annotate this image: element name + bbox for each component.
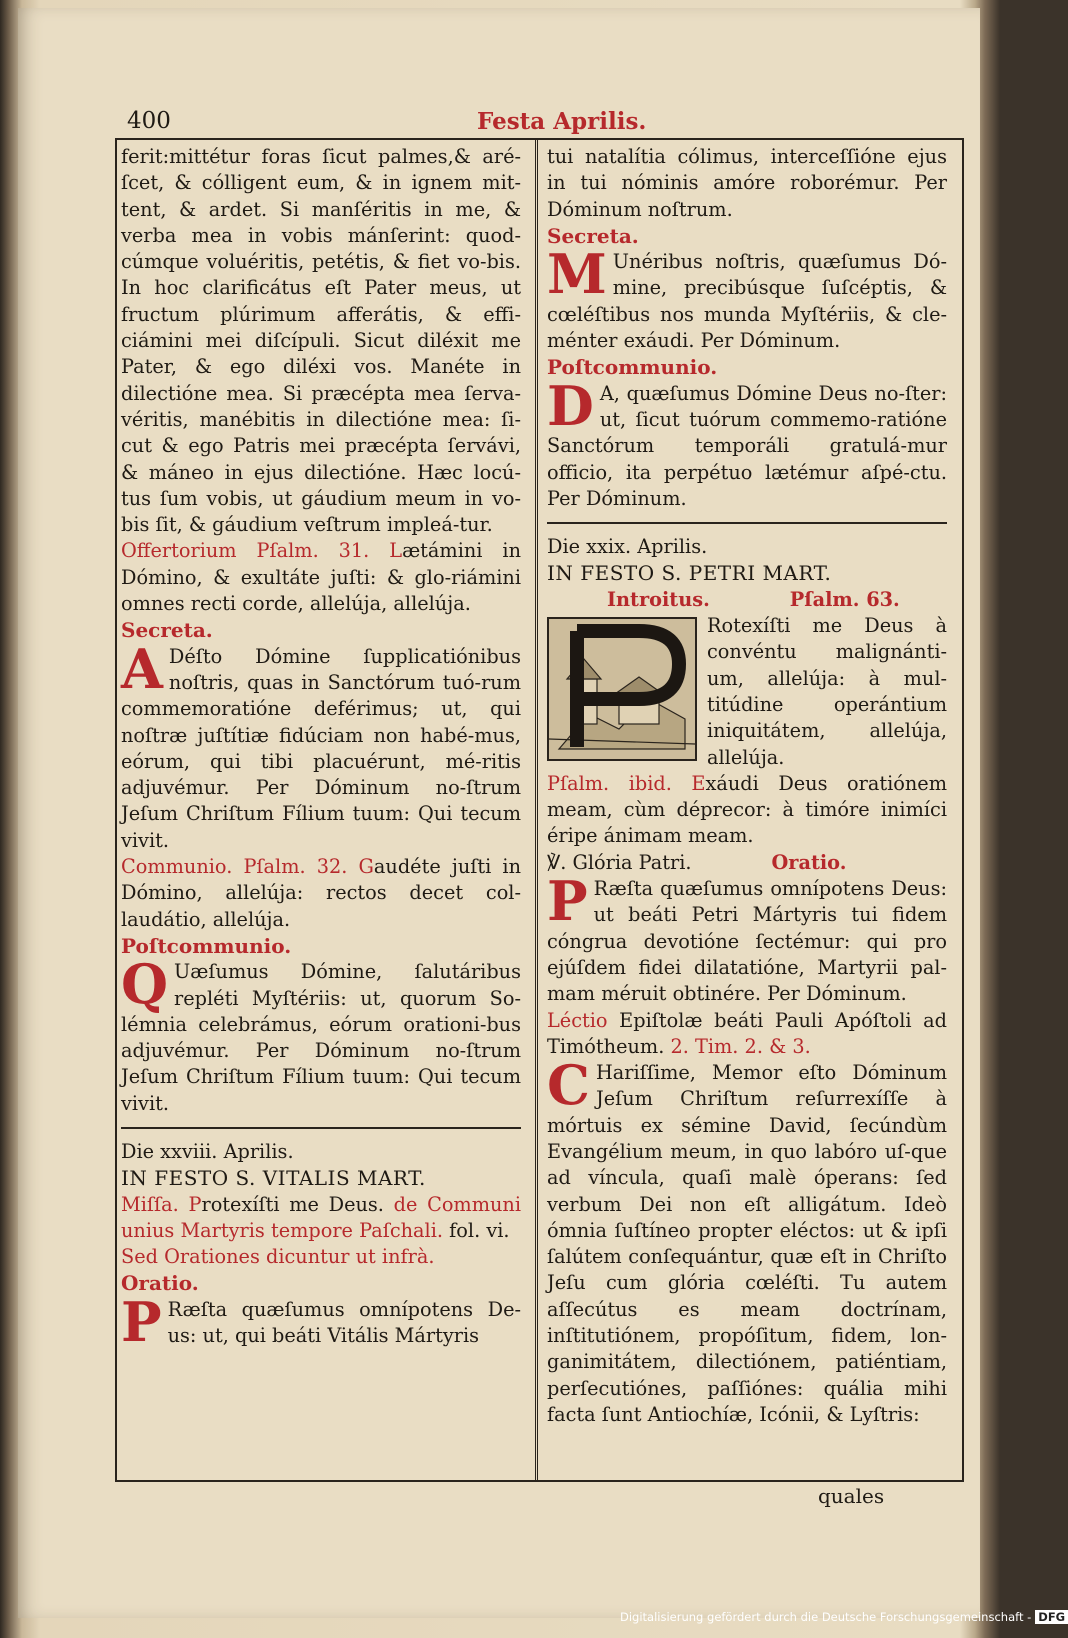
postcommunio-text: A, quæſumus Dómine Deus no-ſter: ut, ſicut tuórum commemo-ratióne Sanctórum temporáli gratulá-mur officio, ita perpétuo lætémur aſpé-ctu. Per Dóminum. (547, 381, 947, 510)
catchword: quales (818, 1484, 885, 1508)
secreta-prayer (547, 242, 947, 354)
lectio-body (547, 1053, 947, 1428)
psalm-ibid-text: xáudi Deus oratiónem meam, cùm déprecor: à timóre inimíci éripe ánimam meam. (547, 771, 947, 848)
missa-de: de (393, 1192, 418, 1216)
postcommunio-prayer (547, 373, 947, 512)
missa-communi: Communi unius Martyris tempore Paſchali. (121, 1192, 521, 1242)
secreta-text: Unéribus noſtris, quæſumus Dó-mine, precibúsque ſuſcéptis, & cœléſtibus nos munda Myſtériis, & cle-ménter exáudi. Per Dóminum. (547, 250, 947, 353)
feast-title: IN FESTO S. PETRI MART. (547, 561, 832, 586)
psalm-ibid (547, 771, 947, 850)
gospel-continuation: ferit:mittétur foras ſicut palmes,& aré-ſcet, & cólligent eum, & in ignem mit-tent, & ardet. Si manſéritis in me, & verba mea in vobis mánſerint: quod-cúmque voluéritis, petétis, & fiet vo-bis. In hoc clarificátus eſt Pater meus, ut fructum plúrimum afferátis, & effi-ciámini mei diſcípuli. Sicut diléxit me Pater, & ego diléxi vos. Manéte in dilectióne mea. Si præcépta mea ſerva-véritis, manébitis in dilectióne mea: ſi-cut & ego Patris mei præcépta ſervávi, & máneo in ejus dilectióne. Hæc locú-tus ſum vobis, ut gáudium meum in vo-bis ſit, & gáudium veſtrum impleá-tur. (121, 145, 521, 537)
postcommunio-heading: Poſtcommunio. (121, 933, 292, 958)
running-title: Festa Aprilis. (477, 108, 647, 135)
oratio-heading: Oratio. (771, 850, 847, 874)
column-divider (535, 140, 538, 1480)
section-rule (547, 522, 947, 524)
secreta-text: Déſto Dómine ſupplicatiónibus noſtris, quas in Sanctórum tuó-rum commemoratióne deférimus; ut, qui noſtræ juſtítiæ fidúciam non habé-mus, eórum, qui tibi placuérunt, mé-ritis adjuvémur. Per Dóminum no-ſtrum Jeſum Chriſtum Fílium tuum: Qui tecum vivit. (121, 644, 521, 852)
postcommunio-prayer (121, 952, 521, 1117)
text-frame (115, 138, 964, 1482)
drop-initial: C (547, 1053, 590, 1118)
missa-initial: P (188, 1192, 202, 1216)
drop-initial: A (121, 636, 163, 701)
feast-date: Die xxviii. Aprilis. (121, 1139, 294, 1163)
oratio-prayer (547, 869, 947, 1007)
communio (121, 854, 521, 933)
offertorium (121, 538, 521, 617)
communio-text: audéte juſti in Dómino, allelúja: rectos decet col-laudátio, allelúja. (121, 855, 521, 931)
left-column (121, 144, 521, 1354)
gloria-oratio-line (547, 850, 947, 876)
oratio-text: Ræſta quæſumus omnípotens De-us: ut, qui beáti Vitális Mártyris (167, 1297, 521, 1348)
lectio-body-text: Hariſſime, Memor eſto Dóminum Jeſum Chriſtum reſurrexíſſe à mórtuis ex sémine David, ſecúndùm Evangélium meum, in quo labóro uſ-que ad víncula, quaſi malè óperans: ſed verbum Dei non eſt alligátum. Ideò ómnia ſuſtíneo propter eléctos: ut & ipſi ſalútem conſequántur, quæ eſt in Chriſto Jeſu cum glória cœléſti. Tu autem aſſecútus es meam doctrínam, inſtitutiónem, propóſitum, fidem, lon-ganimitátem, dilectiónem, patiéntiam, perſecutiónes, paſſiónes: quália mihi facta ſunt Antiochíæ, Icónii, & Lyſtris: (547, 1061, 947, 1426)
introitus-text: Rotexíſti me Deus à convéntu malignánti-um, allelúja: à mul-titúdine operántium iniquitátem, allelúja, allelúja. (707, 614, 947, 769)
woodcut-illustration-icon (549, 619, 695, 759)
introitus-line (547, 587, 947, 613)
introitus-label: Introitus. (607, 587, 710, 611)
secreta-prayer (121, 636, 521, 854)
drop-initial: P (121, 1289, 162, 1354)
oratio-continuation: tui natalítia cólimus, interceſſióne ejus in tui nóminis amóre roborémur. Per Dóminum noſtrum. (547, 145, 947, 221)
footer-text: Digitalisierung gefördert durch die Deutsche Forschungsgemeinschaft - (620, 1610, 1032, 1624)
oratio-heading: Oratio. (121, 1271, 199, 1296)
psalm-ibid-label: Pſalm. ibid. E (547, 771, 706, 795)
oratio-prayer (121, 1289, 521, 1354)
introitus-psalm: Pſalm. 63. (789, 587, 900, 611)
postcommunio-text: Uæſumus Dómine, ſalutáribus repléti Myſtériis: ut, quorum So-lémnia celebrámus, eórum orationi-bus adjuvémur. Per Dóminum no-ſtrum Jeſum Chriſtum Fílium tuum: Qui tecum vivit. (121, 960, 521, 1115)
missa-label: Miſſa. (121, 1192, 179, 1216)
digitization-footer (620, 1610, 1068, 1624)
drop-initial: Q (121, 952, 169, 1017)
page-number: 400 (127, 108, 171, 134)
drop-initial: D (547, 373, 594, 438)
missa-text: rotexíſti me Deus. (201, 1192, 384, 1216)
offertorium-label: Offertorium Pſalm. 31. L (121, 539, 403, 563)
offertorium-text: ætámini in Dómino, & exultáte juſti: & glo-riámini omnes recti corde, allelúja, allelúja. (121, 539, 521, 616)
feast-date: Die xxix. Aprilis. (547, 535, 708, 559)
feast-title: IN FESTO S. VITALIS MART. (121, 1166, 426, 1191)
gloria-patri: ℣. Glória Patri. (547, 850, 692, 874)
lectio-label: Léctio (547, 1008, 608, 1032)
secreta-heading: Secreta. (547, 223, 639, 248)
missa-line (121, 1192, 521, 1245)
lectio-reference: 2. Tim. 2. & 3. (670, 1034, 811, 1058)
communio-label: Communio. Pſalm. 32. G (121, 855, 374, 879)
right-column (547, 144, 947, 1428)
section-rule (121, 1127, 521, 1129)
drop-initial: M (547, 242, 607, 307)
oratio-text: Ræſta quæſumus omnípotens Deus: ut beáti Petri Mártyris tui fidem cóngrua devotióne ſectémur: qui pro ejúſdem fidei dilatatióne, Martyrii pal-mam méruit obtinére. Per Dóminum. (547, 877, 947, 1006)
missa-folio: fol. vi. (449, 1218, 510, 1242)
secreta-heading: Secreta. (121, 618, 213, 643)
orationes-note: Sed Orationes dicuntur ut infrà. (121, 1245, 435, 1269)
dfg-logo: DFG (1035, 1610, 1068, 1624)
lectio-line (547, 1008, 947, 1061)
drop-initial: P (547, 869, 588, 934)
woodcut-initial-p (547, 617, 697, 761)
postcommunio-heading: Poſtcommunio. (547, 355, 718, 380)
lectio-text: Epiſtolæ beáti Pauli Apóſtoli ad Timótheum. (547, 1008, 947, 1058)
